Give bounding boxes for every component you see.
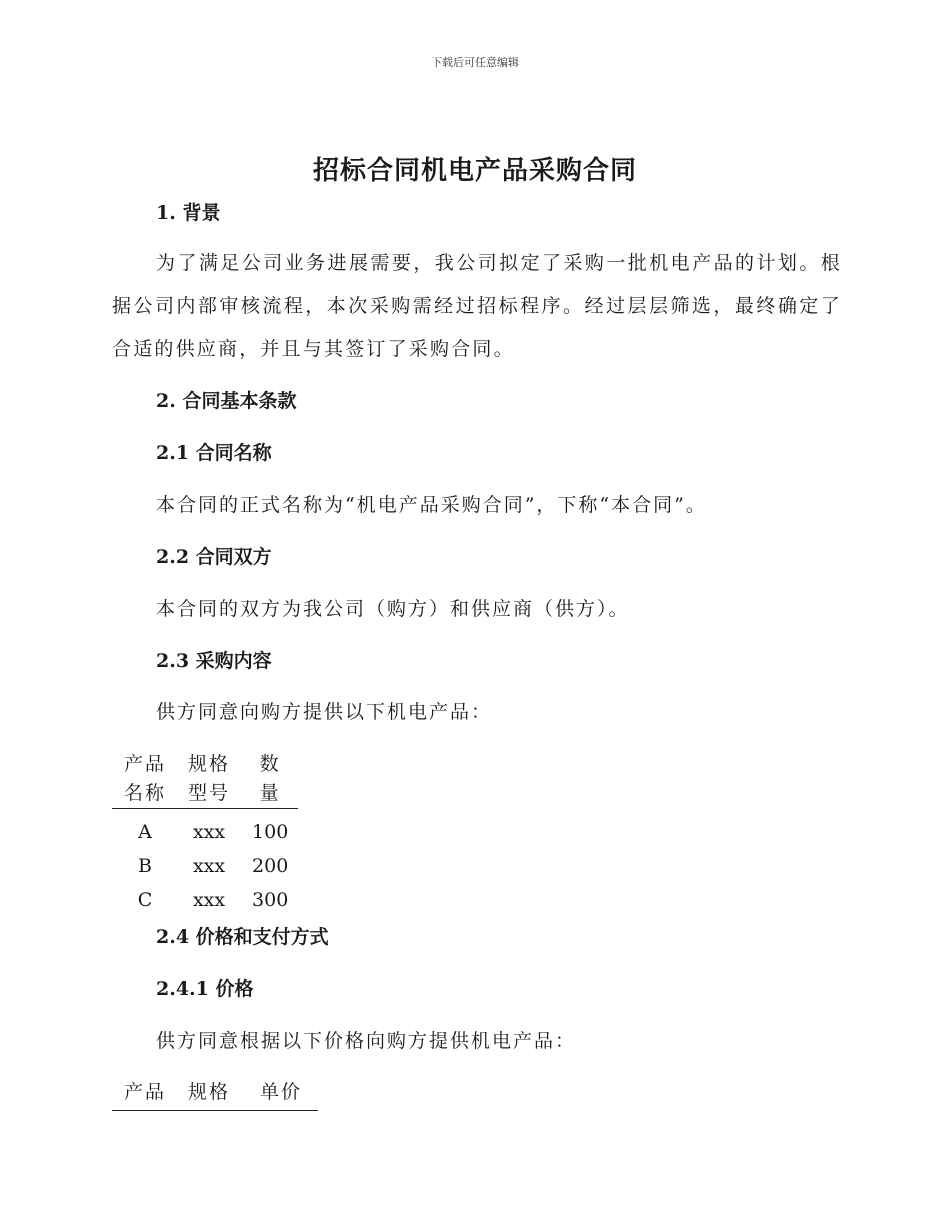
table-cell: C [137, 889, 153, 911]
heading-purchase-content: 2.3 采购内容 [156, 650, 272, 672]
paragraph-price: 供方同意根据以下价格向购方提供机电产品： [156, 1030, 577, 1052]
table-cell: B [138, 855, 152, 877]
table-row [112, 809, 298, 850]
table-cell: xxx [192, 855, 226, 877]
document-title: 招标合同机电产品采购合同 [312, 156, 637, 186]
table-cell: A [138, 821, 152, 843]
header-note: 下载后可任意编辑 [431, 56, 519, 69]
table-cell: 300 [252, 889, 289, 911]
table-header-row [112, 750, 298, 809]
heading-contract-name: 2.1 合同名称 [156, 442, 272, 464]
heading-contract-parties: 2.2 合同双方 [156, 546, 272, 568]
heading-price: 2.4.1 价格 [156, 978, 254, 1000]
paragraph-background: 为了满足公司业务进展需要，我公司拟定了采购一批机电产品的计划。根据公司内部审核流程，本次采购需经过招标程序。经过层层筛选，最终确定了合适的供应商，并且与其签订了采购合同。 [112, 252, 842, 360]
heading-background: 1. 背景 [156, 202, 221, 224]
paragraph-contract-parties: 本合同的双方为我公司（购方）和供应商（供方）。 [156, 598, 630, 620]
table-header-cell: 规格 型号 [176, 750, 240, 809]
table-header-row [112, 1078, 318, 1111]
table-cell: 100 [252, 821, 289, 843]
heading-price-payment: 2.4 价格和支付方式 [156, 926, 329, 948]
table-header-cell: 产品 [112, 1078, 176, 1111]
table-header-cell: 产品 名称 [112, 750, 176, 809]
products-table [112, 750, 298, 917]
price-table [112, 1078, 318, 1111]
table-cell: 200 [252, 855, 289, 877]
table-header-cell: 数 量 [240, 750, 298, 809]
paragraph-purchase-content: 供方同意向购方提供以下机电产品： [156, 701, 493, 723]
paragraph-contract-name: 本合同的正式名称为“机电产品采购合同”，下称“本合同”。 [156, 494, 707, 516]
heading-basic-terms: 2. 合同基本条款 [156, 390, 297, 412]
table-row [112, 883, 298, 917]
table-row [112, 849, 298, 883]
table-header-cell: 规格 [176, 1078, 240, 1111]
table-cell: xxx [192, 889, 226, 911]
table-header-cell: 单价 [240, 1078, 318, 1111]
table-cell: xxx [192, 821, 226, 843]
